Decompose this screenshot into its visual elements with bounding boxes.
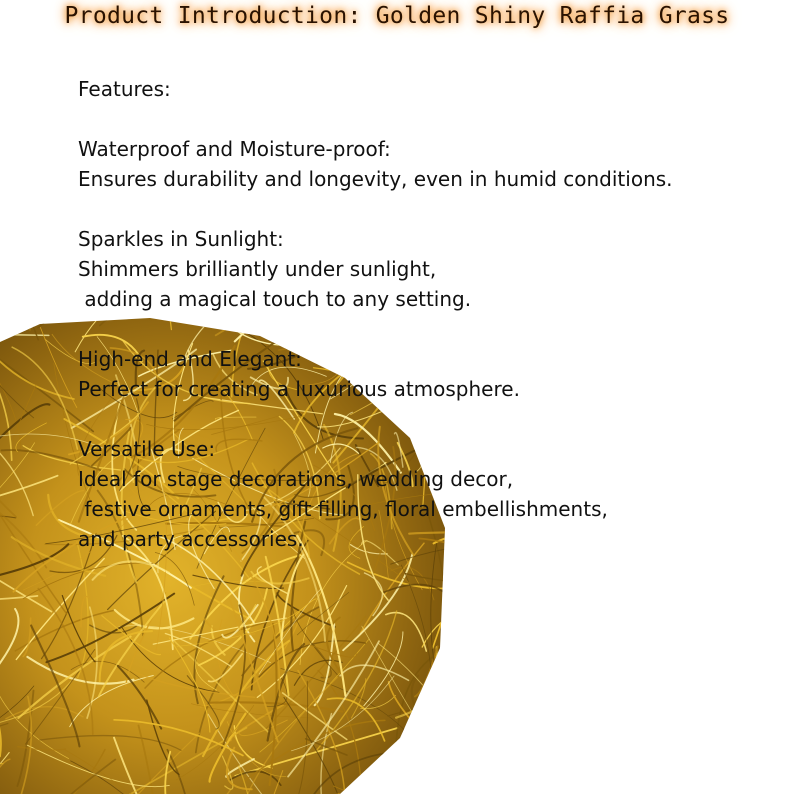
tinsel-strand (333, 786, 460, 794)
page-title: Product Introduction: Golden Shiny Raffia Grass (64, 3, 730, 29)
feature-description: and party accessories. (78, 527, 304, 551)
tinsel-strand (436, 647, 453, 715)
features-heading: Features: (78, 77, 171, 101)
tinsel-strand (376, 755, 402, 775)
tinsel-strand (394, 779, 425, 794)
feature-description: Ensures durability and longevity, even in humid conditions. (78, 167, 673, 191)
features-content (78, 74, 788, 554)
feature-description: Shimmers brilliantly under sunlight, (78, 257, 437, 281)
tinsel-strand (403, 727, 419, 783)
feature-description: adding a magical touch to any setting. (78, 287, 472, 311)
feature-description: Ideal for stage decorations, wedding decor, (78, 467, 514, 491)
feature-title: Waterproof and Moisture-proof: (78, 137, 391, 161)
feature-title: Sparkles in Sunlight: (78, 227, 284, 251)
tinsel-strand (392, 758, 437, 794)
feature-description: festive ornaments, gift filling, floral embellishments, (78, 497, 608, 521)
feature-description: Perfect for creating a luxurious atmosphere. (78, 377, 520, 401)
feature-title: Versatile Use: (78, 437, 216, 461)
feature-title: High-end and Elegant: (78, 347, 302, 371)
tinsel-strand (21, 318, 30, 330)
